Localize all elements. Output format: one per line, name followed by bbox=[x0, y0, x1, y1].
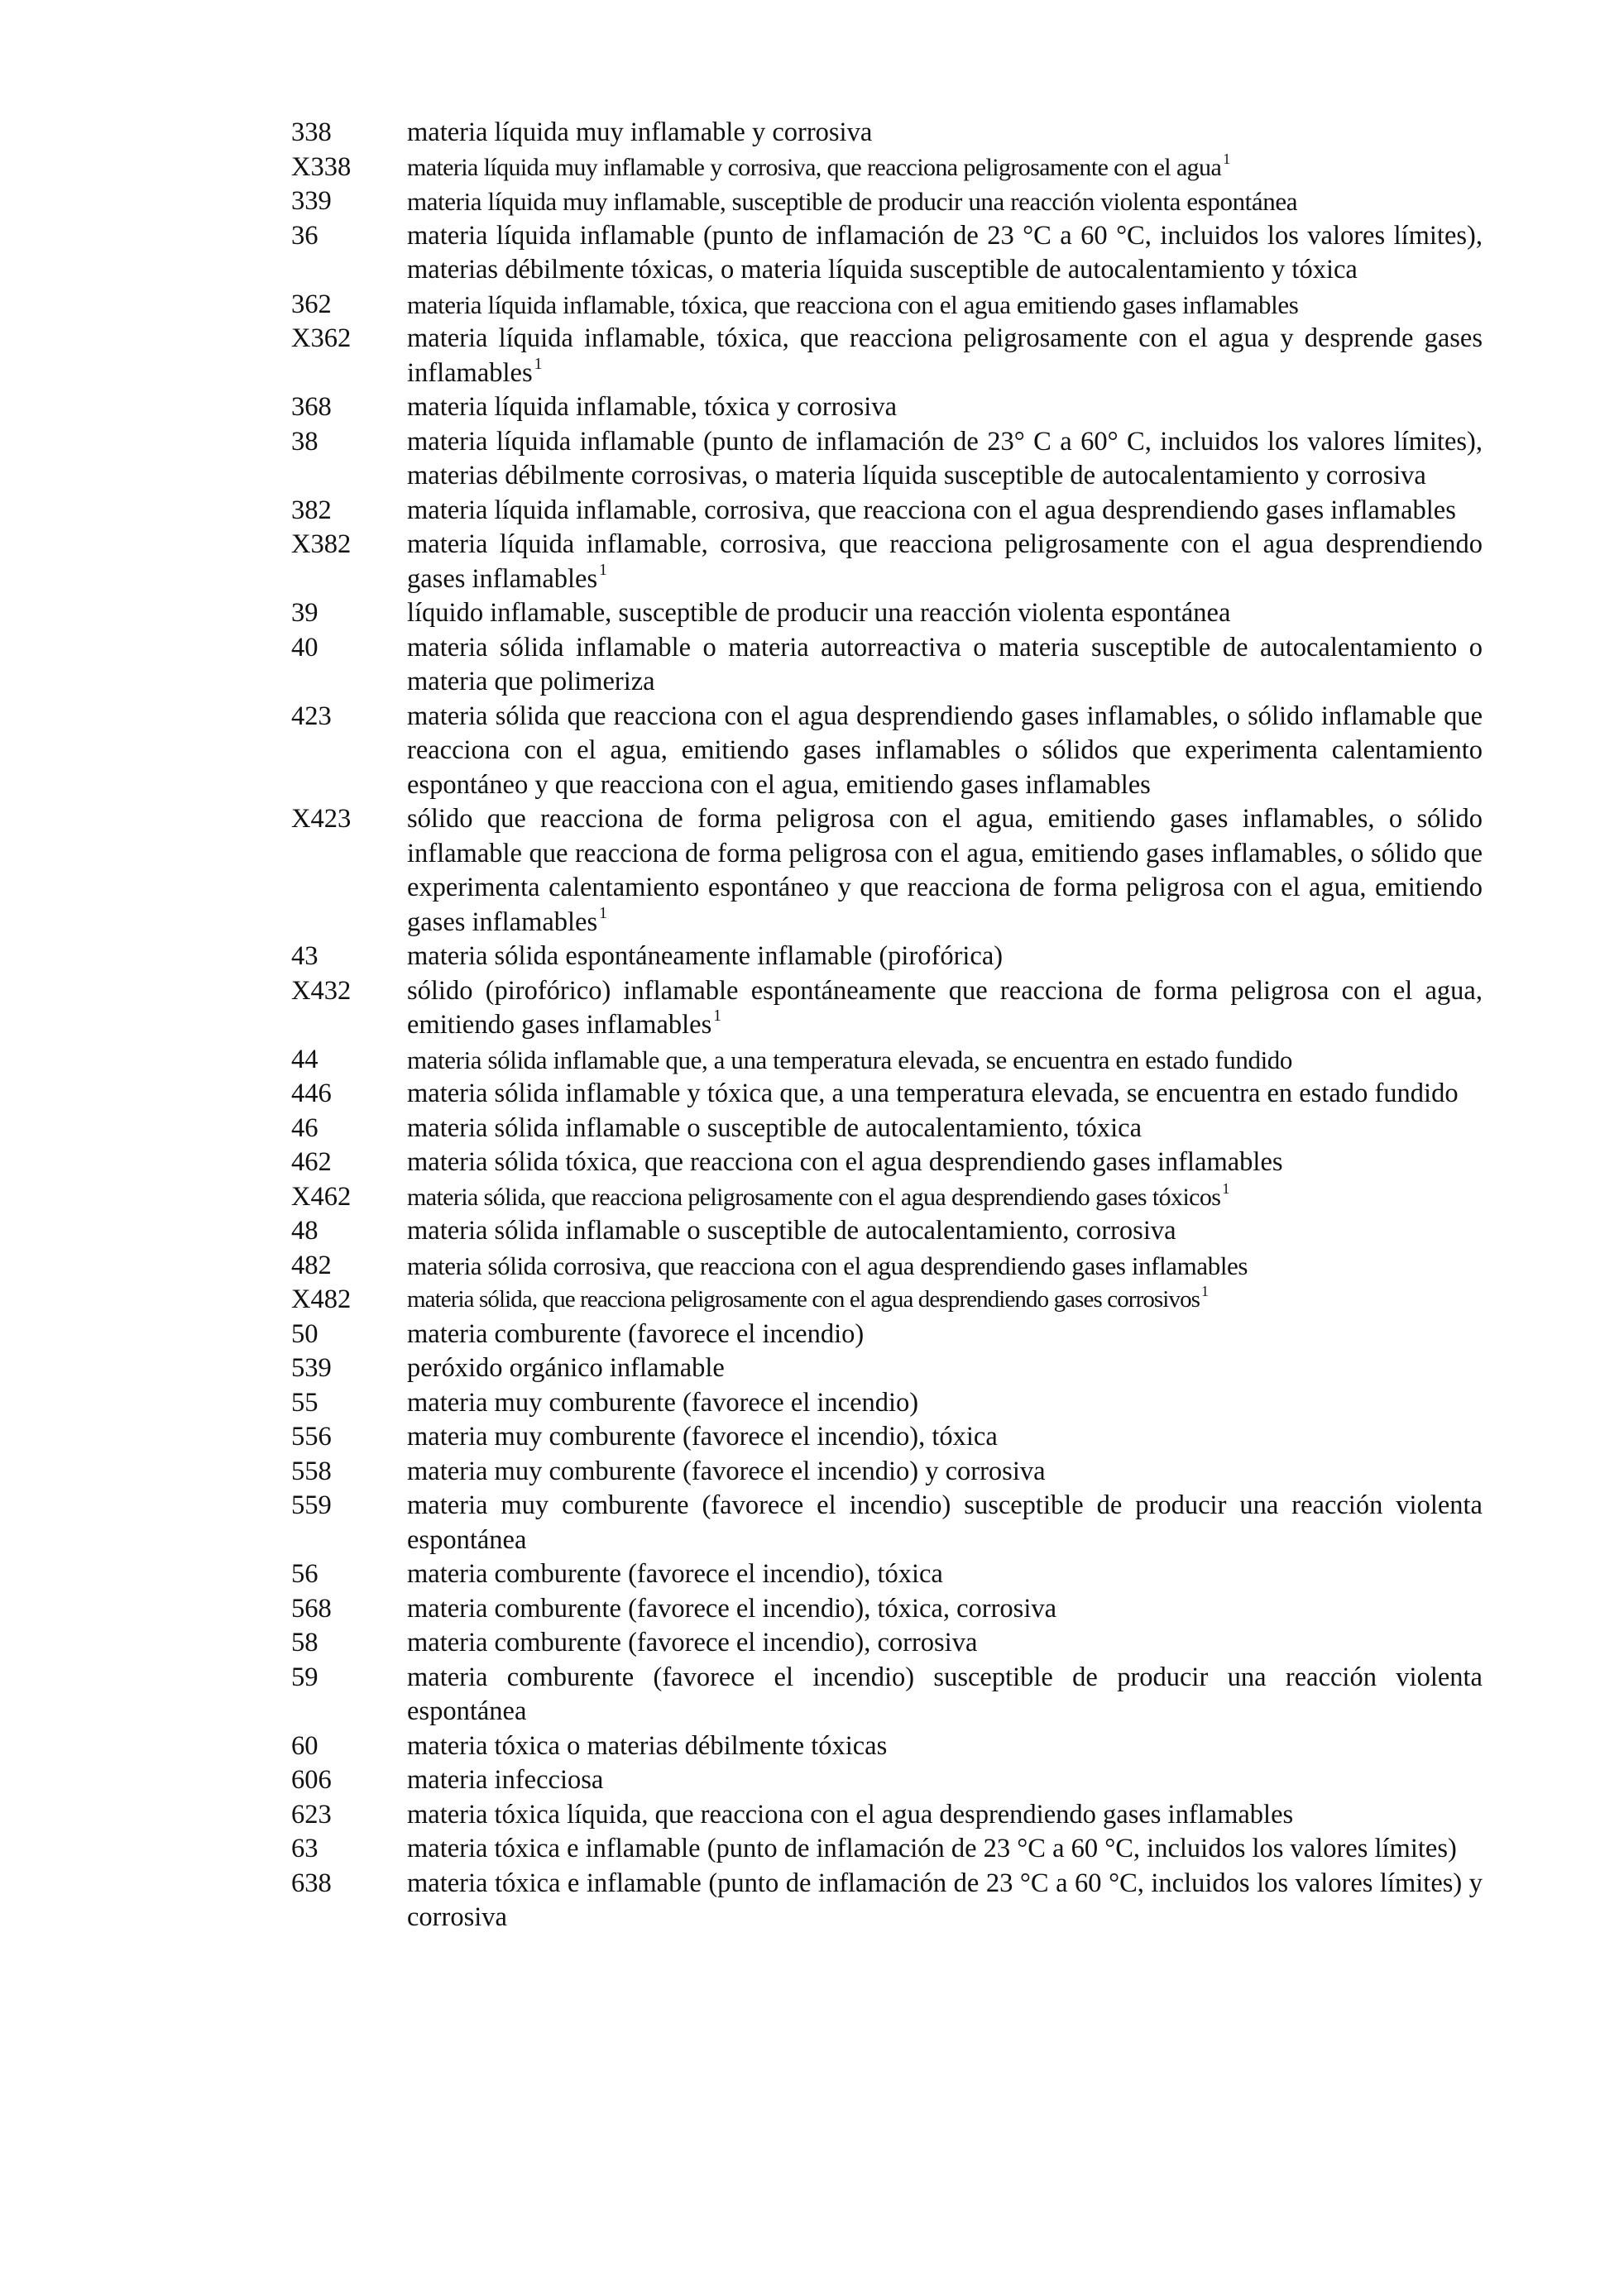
hazard-code: 58 bbox=[291, 1628, 319, 1657]
hazard-code: 40 bbox=[291, 632, 319, 662]
hazard-description-text: materia muy comburente (favorece el incendio) y corrosiva bbox=[407, 1456, 1046, 1486]
hazard-code-entry bbox=[291, 1867, 1483, 1935]
hazard-description bbox=[407, 1318, 1483, 1352]
hazard-description-text: líquido inflamable, susceptible de producir una reacción violenta espontánea bbox=[407, 598, 1231, 628]
hazard-code: 482 bbox=[291, 1250, 332, 1280]
hazard-description-text: materia muy comburente (favorece el incendio) bbox=[407, 1387, 919, 1418]
hazard-description-text: materia sólida espontáneamente inflamable (pirofórica) bbox=[407, 941, 1004, 971]
hazard-description bbox=[407, 1180, 1483, 1215]
hazard-code: 338 bbox=[291, 117, 332, 147]
hazard-description-text: materia líquida inflamable, tóxica y corrosiva bbox=[407, 392, 897, 422]
hazard-code-entry bbox=[291, 1557, 1483, 1592]
hazard-description-text: materia líquida inflamable, tóxica, que reacciona con el agua emitiendo gases inflamables bbox=[407, 289, 1299, 319]
hazard-code: X482 bbox=[291, 1284, 352, 1314]
hazard-code: 48 bbox=[291, 1216, 319, 1246]
hazard-code: 362 bbox=[291, 289, 332, 319]
hazard-code-entry bbox=[291, 1798, 1483, 1833]
hazard-code-entry bbox=[291, 1592, 1483, 1627]
hazard-description bbox=[407, 528, 1483, 596]
hazard-code-entry bbox=[291, 1077, 1483, 1112]
hazard-description-text: materia sólida inflamable que, a una temperatura elevada, se encuentra en estado fundido bbox=[407, 1045, 1292, 1074]
hazard-code: X462 bbox=[291, 1181, 352, 1212]
hazard-code-entry bbox=[291, 1626, 1483, 1661]
hazard-code: 56 bbox=[291, 1559, 319, 1589]
hazard-code-entry bbox=[291, 1351, 1483, 1386]
hazard-code: 556 bbox=[291, 1422, 332, 1452]
hazard-code-entry bbox=[291, 1283, 1483, 1318]
hazard-description bbox=[407, 1626, 1483, 1661]
hazard-code: 46 bbox=[291, 1112, 319, 1143]
hazard-code-entry bbox=[291, 1180, 1483, 1215]
hazard-code-entry bbox=[291, 1112, 1483, 1146]
hazard-code-entry bbox=[291, 322, 1483, 390]
hazard-description-text: materia sólida inflamable o susceptible de autocalentamiento, tóxica bbox=[407, 1112, 1143, 1143]
hazard-description-text: materia comburente (favorece el incendio) bbox=[407, 1318, 865, 1349]
hazard-description bbox=[407, 1661, 1483, 1729]
hazard-description-text: materia líquida inflamable (punto de inflamación de 23 °C a 60 °C, incluidos los valores límites), materias débilmente tóxicas, o materia líquida susceptible de autocalentamiento y tóxica bbox=[407, 220, 1483, 285]
hazard-description bbox=[407, 1798, 1483, 1833]
hazard-code: 339 bbox=[291, 186, 332, 216]
hazard-code: 638 bbox=[291, 1868, 332, 1898]
hazard-description bbox=[407, 1077, 1483, 1112]
hazard-code: 559 bbox=[291, 1490, 332, 1520]
hazard-code: X423 bbox=[291, 804, 352, 834]
hazard-code: 36 bbox=[291, 220, 319, 251]
footnote-marker: 1 bbox=[713, 1007, 721, 1026]
hazard-description bbox=[407, 151, 1483, 185]
hazard-code-entry bbox=[291, 1214, 1483, 1249]
hazard-code-entry bbox=[291, 528, 1483, 596]
hazard-description-text: materia tóxica e inflamable (punto de inflamación de 23 °C a 60 °C, incluidos los valores límites) bbox=[407, 1834, 1457, 1863]
hazard-code-entry bbox=[291, 1661, 1483, 1729]
hazard-description bbox=[407, 631, 1483, 700]
hazard-description bbox=[407, 700, 1483, 803]
footnote-marker: 1 bbox=[1223, 151, 1230, 167]
hazard-code: 423 bbox=[291, 701, 332, 731]
hazard-code: 606 bbox=[291, 1765, 332, 1795]
hazard-code-entry bbox=[291, 1249, 1483, 1284]
hazard-code-entry bbox=[291, 1420, 1483, 1455]
hazard-code: 558 bbox=[291, 1456, 332, 1486]
hazard-description-text: materia líquida inflamable, tóxica, que reacciona peligrosamente con el agua y desprende gases inflamables bbox=[407, 323, 1483, 388]
hazard-description-text: materia muy comburente (favorece el incendio) susceptible de producir una reacción violenta espontánea bbox=[407, 1490, 1483, 1555]
hazard-description bbox=[407, 1214, 1483, 1249]
hazard-description-text: materia líquida muy inflamable, susceptible de producir una reacción violenta espontánea bbox=[407, 187, 1298, 216]
hazard-description bbox=[407, 974, 1483, 1043]
footnote-marker: 1 bbox=[1201, 1282, 1208, 1299]
hazard-description bbox=[407, 494, 1483, 529]
hazard-code-entry bbox=[291, 390, 1483, 425]
footnote-marker: 1 bbox=[599, 561, 607, 579]
hazard-description bbox=[407, 1729, 1483, 1764]
hazard-description-text: materia líquida muy inflamable y corrosiva, que reacciona peligrosamente con el agua bbox=[407, 153, 1222, 181]
hazard-description-text: materia tóxica o materias débilmente tóxicas bbox=[407, 1730, 888, 1761]
hazard-code: X362 bbox=[291, 323, 352, 353]
hazard-description-text: materia comburente (favorece el incendio), tóxica bbox=[407, 1559, 943, 1589]
hazard-description-text: materia sólida tóxica, que reacciona con el agua desprendiendo gases inflamables bbox=[407, 1147, 1283, 1177]
hazard-code: X432 bbox=[291, 975, 352, 1006]
hazard-code-entry bbox=[291, 288, 1483, 323]
hazard-description bbox=[407, 116, 1483, 151]
hazard-description bbox=[407, 219, 1483, 288]
hazard-code: 568 bbox=[291, 1593, 332, 1624]
hazard-code-entry bbox=[291, 1763, 1483, 1798]
hazard-code: 539 bbox=[291, 1353, 332, 1383]
hazard-code-entry bbox=[291, 1318, 1483, 1352]
footnote-marker: 1 bbox=[599, 904, 607, 922]
footnote-marker: 1 bbox=[1222, 1180, 1229, 1197]
hazard-code-entry bbox=[291, 151, 1483, 185]
hazard-code: 55 bbox=[291, 1387, 319, 1418]
hazard-description-text: sólido (pirofórico) inflamable espontáneamente que reacciona de forma peligrosa con el agua, emitiendo gases inflamables bbox=[407, 975, 1483, 1040]
hazard-description-text: materia sólida inflamable y tóxica que, a una temperatura elevada, se encuentra en estado fundido bbox=[407, 1079, 1459, 1108]
hazard-description-text: materia comburente (favorece el incendio), tóxica, corrosiva bbox=[407, 1593, 1057, 1624]
hazard-description-text: materia tóxica líquida, que reacciona con el agua desprendiendo gases inflamables bbox=[407, 1799, 1294, 1830]
hazard-code-entry bbox=[291, 1729, 1483, 1764]
hazard-description-text: materia sólida, que reacciona peligrosamente con el agua desprendiendo gases tóxicos bbox=[407, 1183, 1221, 1211]
hazard-code-entry bbox=[291, 1832, 1483, 1867]
hazard-code-entry bbox=[291, 802, 1483, 940]
hazard-code-entry bbox=[291, 974, 1483, 1043]
hazard-description bbox=[407, 390, 1483, 425]
hazard-description bbox=[407, 322, 1483, 390]
hazard-description-text: materia líquida inflamable, corrosiva, que reacciona con el agua desprendiendo gases inflamables bbox=[407, 495, 1456, 525]
hazard-description bbox=[407, 1832, 1483, 1867]
hazard-description bbox=[407, 1455, 1483, 1490]
hazard-description-text: materia sólida inflamable o susceptible de autocalentamiento, corrosiva bbox=[407, 1216, 1176, 1246]
hazard-description bbox=[407, 1386, 1483, 1421]
hazard-description-text: materia infecciosa bbox=[407, 1765, 604, 1795]
hazard-code-entry bbox=[291, 184, 1483, 219]
hazard-code: X382 bbox=[291, 529, 352, 559]
hazard-code: 44 bbox=[291, 1044, 319, 1074]
hazard-code-entry bbox=[291, 1386, 1483, 1421]
hazard-description bbox=[407, 425, 1483, 494]
hazard-description-text: materia muy comburente (favorece el incendio), tóxica bbox=[407, 1422, 998, 1452]
hazard-code: 462 bbox=[291, 1147, 332, 1177]
hazard-description bbox=[407, 1557, 1483, 1592]
hazard-code-entry bbox=[291, 425, 1483, 494]
hazard-code-entry bbox=[291, 1146, 1483, 1180]
hazard-description bbox=[407, 1592, 1483, 1627]
hazard-code: 39 bbox=[291, 598, 319, 628]
hazard-description bbox=[407, 1283, 1483, 1318]
footnote-marker: 1 bbox=[534, 355, 543, 373]
hazard-code-entry bbox=[291, 1455, 1483, 1490]
hazard-description-text: materia comburente (favorece el incendio), corrosiva bbox=[407, 1628, 978, 1657]
hazard-code: 59 bbox=[291, 1662, 319, 1692]
hazard-code-entry bbox=[291, 631, 1483, 700]
hazard-description-text: materia sólida, que reacciona peligrosamente con el agua desprendiendo gases corrosivos bbox=[407, 1286, 1200, 1313]
hazard-code: 43 bbox=[291, 941, 319, 971]
hazard-description-text: materia comburente (favorece el incendio) susceptible de producir una reacción violenta espontánea bbox=[407, 1662, 1483, 1726]
hazard-description bbox=[407, 1249, 1483, 1284]
hazard-code-entry bbox=[291, 700, 1483, 803]
hazard-description-text: materia sólida inflamable o materia autorreactiva o materia susceptible de autocalentamiento o materia que polimeriza bbox=[407, 632, 1483, 696]
hazard-description bbox=[407, 1420, 1483, 1455]
hazard-description-text: peróxido orgánico inflamable bbox=[407, 1353, 725, 1383]
hazard-code: 368 bbox=[291, 392, 332, 422]
hazard-code-entry bbox=[291, 116, 1483, 151]
hazard-code-entry bbox=[291, 596, 1483, 631]
hazard-description-text: materia líquida muy inflamable y corrosiva bbox=[407, 117, 873, 147]
hazard-description bbox=[407, 1351, 1483, 1386]
hazard-code: 38 bbox=[291, 426, 319, 457]
hazard-description bbox=[407, 596, 1483, 631]
hazard-code: X338 bbox=[291, 151, 352, 182]
hazard-description bbox=[407, 940, 1483, 974]
hazard-code: 63 bbox=[291, 1834, 319, 1863]
hazard-description bbox=[407, 1867, 1483, 1935]
hazard-description bbox=[407, 1146, 1483, 1180]
hazard-code: 50 bbox=[291, 1318, 319, 1349]
hazard-code-entry bbox=[291, 494, 1483, 529]
hazard-code: 623 bbox=[291, 1799, 332, 1830]
hazard-description-text: materia líquida inflamable, corrosiva, que reacciona peligrosamente con el agua desprendiendo gases inflamables bbox=[407, 529, 1483, 594]
hazard-description bbox=[407, 1112, 1483, 1146]
hazard-code-entry bbox=[291, 940, 1483, 974]
hazard-code-list bbox=[291, 116, 1483, 1935]
hazard-description-text: materia sólida que reacciona con el agua desprendiendo gases inflamables, o sólido inflamable que reacciona con el agua, emitiendo gases inflamables o sólidos que experimenta calentamiento espontáneo y que reacciona con el agua, emitiendo gases inflamables bbox=[407, 701, 1483, 800]
hazard-code-entry bbox=[291, 1043, 1483, 1078]
hazard-code: 446 bbox=[291, 1079, 332, 1108]
hazard-description-text: sólido que reacciona de forma peligrosa con el agua, emitiendo gases inflamables, o sólido inflamable que reacciona de forma peligrosa con el agua, emitiendo gases inflamables, o sólido que experimenta calentamiento espontáneo y que reacciona de forma peligrosa con el agua, emitiendo gases inflamables bbox=[407, 804, 1483, 937]
hazard-description bbox=[407, 288, 1483, 323]
hazard-code: 60 bbox=[291, 1730, 319, 1761]
hazard-code: 382 bbox=[291, 495, 332, 525]
hazard-description-text: materia tóxica e inflamable (punto de inflamación de 23 °C a 60 °C, incluidos los valores límites) y corrosiva bbox=[407, 1868, 1483, 1932]
hazard-description bbox=[407, 184, 1483, 219]
hazard-code-entry bbox=[291, 219, 1483, 288]
hazard-description-text: materia líquida inflamable (punto de inflamación de 23° C a 60° C, incluidos los valores límites), materias débilmente corrosivas, o materia líquida susceptible de autocalentamiento y corrosiva bbox=[407, 426, 1483, 490]
hazard-code-entry bbox=[291, 1489, 1483, 1557]
hazard-description bbox=[407, 802, 1483, 940]
hazard-description bbox=[407, 1489, 1483, 1557]
hazard-description-text: materia sólida corrosiva, que reacciona con el agua desprendiendo gases inflamables bbox=[407, 1251, 1248, 1280]
hazard-description bbox=[407, 1043, 1483, 1078]
hazard-description bbox=[407, 1763, 1483, 1798]
